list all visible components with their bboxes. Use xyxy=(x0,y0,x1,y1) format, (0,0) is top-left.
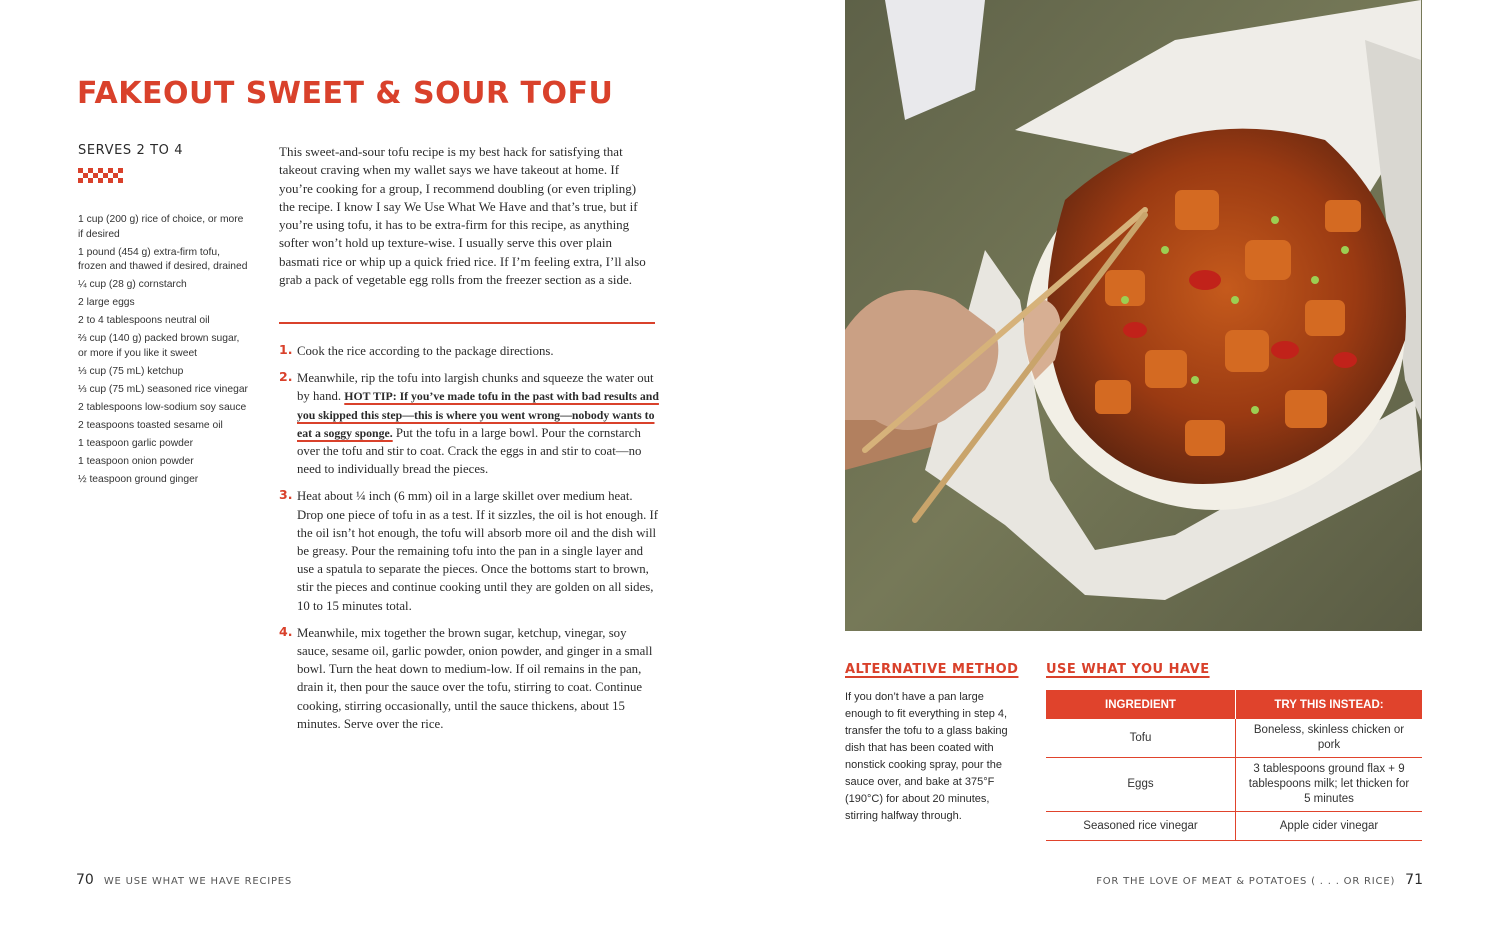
step-number: 4. xyxy=(279,623,293,639)
step-item xyxy=(279,624,659,733)
step-text xyxy=(297,371,659,476)
ingredient-item: ⅓ cup (75 mL) seasoned rice vinegar xyxy=(78,383,248,395)
substitution-table xyxy=(1046,690,1422,841)
food-photo-illustration xyxy=(845,0,1422,631)
footer-left xyxy=(76,872,292,888)
table-cell-ingredient: Eggs xyxy=(1046,758,1236,812)
use-what-you-have-heading: USE WHAT YOU HAVE xyxy=(1046,662,1210,677)
page-number: 70 xyxy=(76,872,94,888)
table-cell-ingredient: Tofu xyxy=(1046,719,1236,758)
table-header-row xyxy=(1046,690,1422,719)
step-text-after: Put the tofu in a large bowl. Pour the cornstarch over the tofu and stir to coat. Crack the eggs in and stir to coat—no need to individually bread the pieces. xyxy=(297,425,642,477)
hot-tip: HOT TIP: If you’ve made tofu in the past with bad results and you skipped this step—this is where you went wrong—nobody wants to eat a soggy sponge. xyxy=(297,389,659,440)
table-row xyxy=(1046,758,1422,812)
table-cell-swap: 3 tablespoons ground flax + 9 tablespoons milk; let thicken for 5 minutes xyxy=(1236,758,1423,812)
ingredient-item: ⅓ cup (75 mL) ketchup xyxy=(78,365,184,377)
step-number: 2. xyxy=(279,369,293,385)
ingredient-item: 2 tablespoons low-sodium soy sauce xyxy=(78,401,247,413)
running-footer: FOR THE LOVE OF MEAT & POTATOES ( . . . OR RICE) xyxy=(1096,876,1396,887)
step-item xyxy=(279,369,659,478)
takeout-box-photo xyxy=(845,0,1422,631)
table-cell-swap: Apple cider vinegar xyxy=(1236,812,1423,841)
column-header-ingredient: INGREDIENT xyxy=(1046,690,1236,719)
step-number: 1. xyxy=(279,342,293,357)
method-steps xyxy=(279,342,659,742)
alternative-method-heading: ALTERNATIVE METHOD xyxy=(845,662,1019,677)
ingredient-item: ¼ cup (28 g) cornstarch xyxy=(78,279,187,290)
table-row xyxy=(1046,812,1422,841)
table-cell-swap: Boneless, skinless chicken or pork xyxy=(1236,719,1423,758)
column-header-try-instead: TRY THIS INSTEAD: xyxy=(1236,690,1423,719)
table-row xyxy=(1046,719,1422,758)
recipe-intro: This sweet-and-sour tofu recipe is my best hack for satisfying that takeout craving when my wallet says we have takeout at home. If you’re cooking for a group, I recommend doubling (or even tripling) the recipe. I know I say We Use What We Have and that’s true, but if you’re using tofu, it has to be extra-firm for this recipe, as anything softer won’t hold up texture-wise. I usually serve this over plain basmati rice or whip up a quick fried rice. If I’m feeling extra, I’ll also grab a pack of vegetable egg rolls from the freezer section as a side. xyxy=(279,144,646,288)
step-text: Heat about ¼ inch (6 mm) oil in a large skillet over medium heat. Drop one piece of tofu in as a test. If it sizzles, the oil is hot enough. If the oil isn’t hot enough, the tofu will absorb more oil and the dish will be greasy. Pour the remaining tofu into the pan in a single layer and use a spatula to separate the pieces. Once the bottoms start to brown, stir the pieces and continue cooking until they are golden on all sides, 10 to 15 minutes total. xyxy=(297,489,659,613)
page-number: 71 xyxy=(1405,872,1423,888)
ingredient-item: 2 teaspoons toasted sesame oil xyxy=(78,419,223,431)
ingredient-item: 1 teaspoon onion powder xyxy=(78,455,194,467)
footer-right xyxy=(1096,872,1423,888)
serves-label: SERVES 2 TO 4 xyxy=(78,143,184,158)
ingredient-item: 1 cup (200 g) rice of choice, or more if desired xyxy=(78,214,244,240)
ingredient-item: 1 pound (454 g) extra-firm tofu, frozen and thawed if desired, drained xyxy=(78,246,248,272)
ingredient-item: 2 to 4 tablespoons neutral oil xyxy=(78,315,210,326)
ingredient-item: 1 teaspoon garlic powder xyxy=(78,437,194,449)
right-page xyxy=(750,0,1500,938)
table-cell-ingredient: Seasoned rice vinegar xyxy=(1046,812,1236,841)
ingredient-item: ½ teaspoon ground ginger xyxy=(78,473,199,485)
step-number: 3. xyxy=(279,487,293,503)
alternative-method-text: If you don’t have a pan large enough to fit everything in step 4, transfer the tofu to a glass baking dish that has been coated with nonstick cooking spray, pour the sauce over, and bake at 375°F (190°C) for about 20 minutes, stirring halfway through. xyxy=(845,691,1008,822)
running-footer: WE USE WHAT WE HAVE RECIPES xyxy=(103,876,293,887)
step-text: Meanwhile, mix together the brown sugar, ketchup, vinegar, soy sauce, sesame oil, garlic powder, onion powder, and ginger in a small bowl. Turn the heat down to medium-low. If oil remains in the pan, drain it, then pour the sauce over the tofu, stirring to coat. Continue cooking, stirring occasionally, until the sauce thickens, about 15 minutes. Serve over the rice. xyxy=(297,625,653,731)
step-text: Cook the rice according to the package directions. xyxy=(297,344,554,358)
section-divider xyxy=(279,322,655,324)
ingredients-list xyxy=(78,213,248,491)
ingredient-item: ⅔ cup (140 g) packed brown sugar, or more if you like it sweet xyxy=(78,333,240,359)
step-text-before: Meanwhile, rip the tofu into largish chunks and squeeze the water out by hand. xyxy=(297,371,654,404)
ingredient-item: 2 large eggs xyxy=(78,297,135,308)
step-item xyxy=(279,487,659,614)
checkerboard-icon xyxy=(78,168,124,184)
recipe-title: FAKEOUT SWEET & SOUR TOFU xyxy=(77,76,614,111)
step-item xyxy=(279,342,659,360)
